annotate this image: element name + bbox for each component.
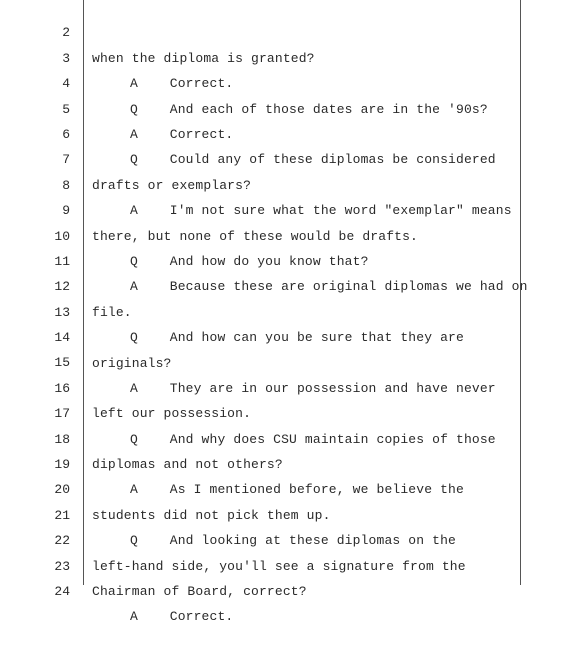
line-text: file.: [92, 304, 132, 320]
line-text: diplomas and not others?: [92, 457, 283, 473]
line-text: A Correct.: [130, 126, 234, 142]
transcript-line: [0, 0, 585, 66]
line-text: when the diploma is granted?: [92, 50, 315, 66]
line-number: 5: [62, 101, 70, 117]
line-text: Q And how do you know that?: [130, 253, 369, 269]
line-text: Q And why does CSU maintain copies of those: [130, 431, 496, 447]
line-number: 7: [62, 152, 70, 168]
line-number: 12: [54, 279, 70, 295]
line-text: there, but none of these would be drafts.: [92, 228, 419, 244]
line-text: originals?: [92, 355, 172, 371]
line-text: A As I mentioned before, we believe the: [130, 482, 464, 498]
line-number: 22: [54, 533, 70, 549]
line-number: 18: [54, 431, 70, 447]
line-number: 20: [54, 482, 70, 498]
line-text: A I'm not sure what the word "exemplar" means: [130, 203, 512, 219]
line-number: 11: [54, 253, 70, 269]
line-text: A Correct.: [130, 76, 234, 92]
line-text: A Correct.: [130, 609, 234, 625]
line-text: drafts or exemplars?: [92, 177, 252, 193]
line-number: 14: [54, 330, 70, 346]
line-text: Q Could any of these diplomas be considered: [130, 152, 496, 168]
line-number: 10: [54, 228, 70, 244]
line-number: 4: [62, 76, 70, 92]
line-number: 9: [62, 203, 70, 219]
line-text: left our possession.: [92, 406, 252, 422]
line-text: Q And how can you be sure that they are: [130, 330, 464, 346]
line-number: 15: [54, 355, 70, 371]
line-text: Q And each of those dates are in the '90s?: [130, 101, 488, 117]
line-number: 21: [54, 507, 70, 523]
line-number: 3: [62, 50, 70, 66]
line-number: 13: [54, 304, 70, 320]
line-number: 8: [62, 177, 70, 193]
line-text: students did not pick them up.: [92, 507, 331, 523]
line-number: 23: [54, 558, 70, 574]
line-text: A Because these are original diplomas we had on: [130, 279, 528, 295]
line-number: 6: [62, 126, 70, 142]
line-number: 19: [54, 457, 70, 473]
line-number: 16: [54, 380, 70, 396]
line-number: 2: [62, 25, 70, 41]
line-text: Chairman of Board, correct?: [92, 584, 307, 600]
line-number: 24: [54, 584, 70, 599]
line-text: left-hand side, you'll see a signature from the: [92, 558, 466, 574]
line-text: Q And looking at these diplomas on the: [130, 533, 457, 549]
line-text: A They are in our possession and have never: [130, 380, 496, 396]
line-number: 17: [54, 406, 70, 422]
